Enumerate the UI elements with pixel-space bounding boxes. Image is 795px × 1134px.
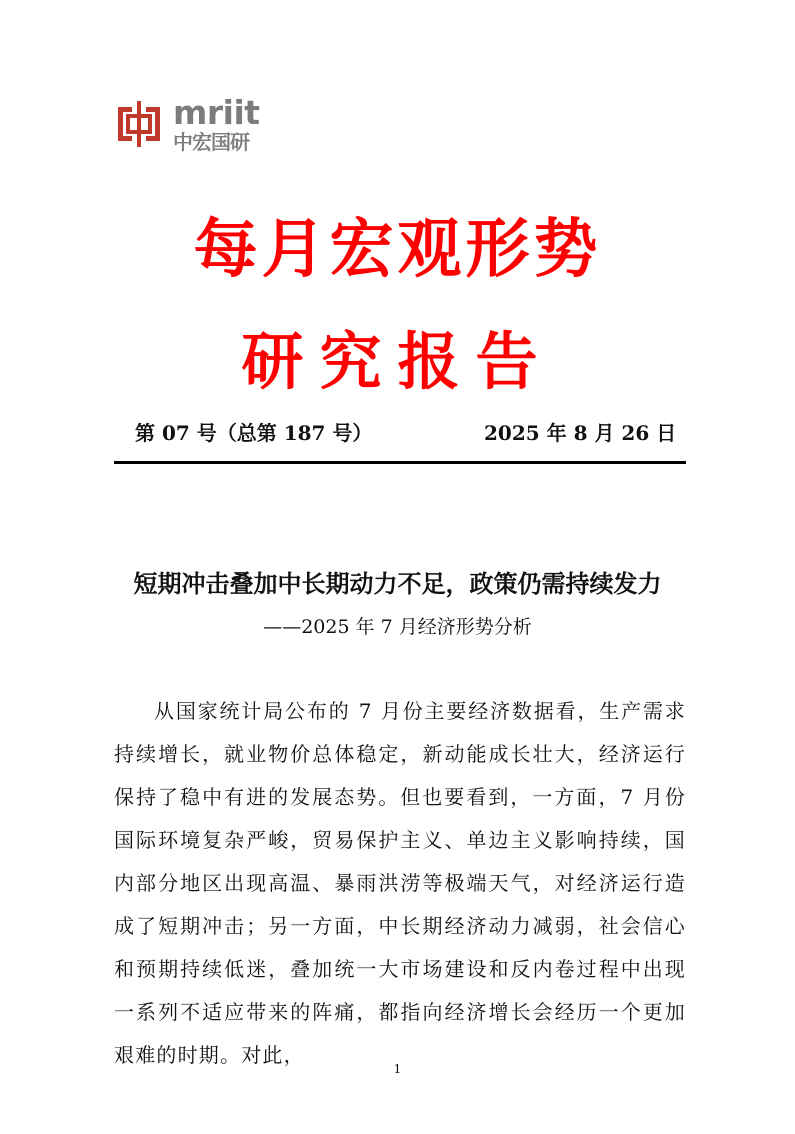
logo-text-en: mriit	[173, 93, 260, 132]
mriit-logo-icon	[116, 99, 162, 149]
article-subheadline: ——2025 年 7 月经济形势分析	[263, 616, 532, 638]
body-paragraph: 从国家统计局公布的 7 月份主要经济数据看，生产需求持续增长，就业物价总体稳定，新动能成长壮大，经济运行保持了稳中有进的发展态势。但也要看到，一方面，7 月份国际环境复杂严峻，贸易保护主义、单边主义影响持续，国内部分地区出现高温、暴雨洪涝等极端天气，对经济运行造成了短期冲击；另一方面，中长期经济动力减弱，社会信心和预期持续低迷，叠加统一大市场建设和反内卷过程中出现一系列不适应带来的阵痛，都指向经济增长会经历一个更加艰难的时期。对此，	[114, 699, 686, 1067]
issue-date: 2025 年 8 月 26 日	[484, 421, 677, 445]
logo-text-cn: 中宏国研	[173, 130, 249, 154]
page-number: 1	[393, 1062, 402, 1076]
article-body	[114, 690, 686, 1077]
issue-number: 第 07 号（总第 187 号）	[135, 421, 373, 445]
report-title-line2: 研究报告	[241, 325, 554, 398]
report-title-line1: 每月宏观形势	[193, 213, 602, 287]
logo	[116, 93, 276, 154]
header-divider	[114, 461, 686, 464]
article-headline: 短期冲击叠加中长期动力不足，政策仍需持续发力	[133, 569, 662, 598]
